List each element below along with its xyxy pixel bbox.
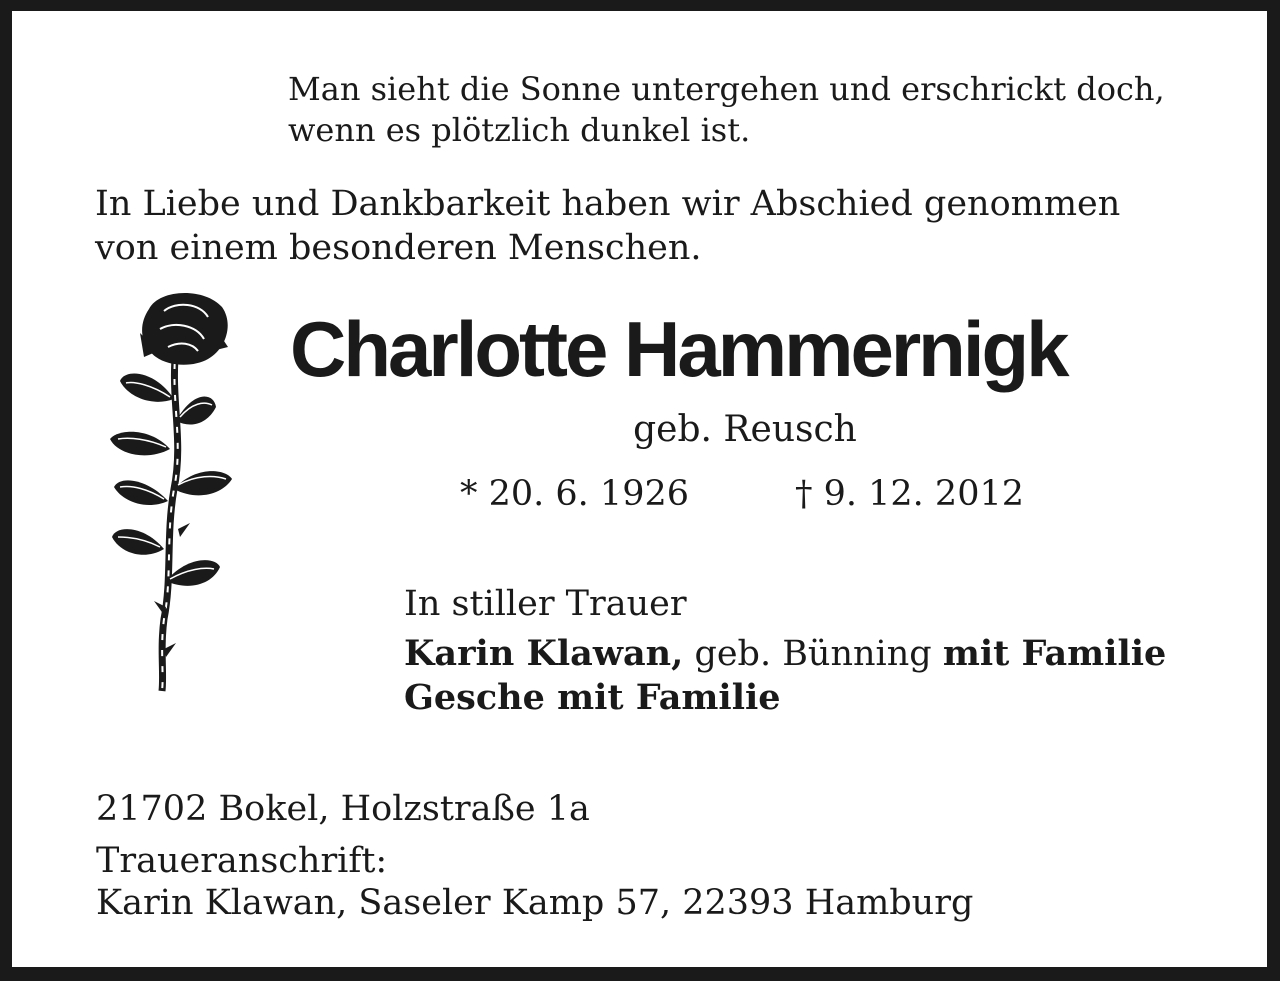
home-address: 21702 Bokel, Holzstraße 1a bbox=[96, 789, 590, 829]
rose-icon bbox=[104, 289, 238, 697]
quote bbox=[288, 69, 1165, 151]
family-line-2: Gesche mit Familie bbox=[404, 677, 781, 718]
mourning-address-label: Traueranschrift: bbox=[96, 841, 388, 881]
family-1-suffix: mit Familie bbox=[942, 633, 1167, 674]
deceased-name: Charlotte Hammernigk bbox=[290, 305, 1067, 393]
intro-text bbox=[95, 182, 1120, 270]
mourning-address: Karin Klawan, Saseler Kamp 57, 22393 Hamburg bbox=[96, 883, 974, 923]
intro-line-1: In Liebe und Dankbarkeit haben wir Abschied genommen bbox=[95, 184, 1121, 224]
death-date: † 9. 12. 2012 bbox=[795, 474, 1025, 514]
quote-line-2: wenn es plötzlich dunkel ist. bbox=[288, 111, 751, 149]
family-line-1 bbox=[404, 631, 1166, 677]
mourning-line: In stiller Trauer bbox=[404, 584, 687, 624]
family-1-name: Karin Klawan, bbox=[404, 633, 684, 674]
intro-line-2: von einem besonderen Menschen. bbox=[95, 228, 702, 268]
maiden-name: geb. Reusch bbox=[633, 409, 857, 450]
quote-line-1: Man sieht die Sonne untergehen und erschrickt doch, bbox=[288, 70, 1165, 108]
birth-date: * 20. 6. 1926 bbox=[460, 474, 690, 514]
family-1-maiden: geb. Bünning bbox=[683, 634, 943, 674]
